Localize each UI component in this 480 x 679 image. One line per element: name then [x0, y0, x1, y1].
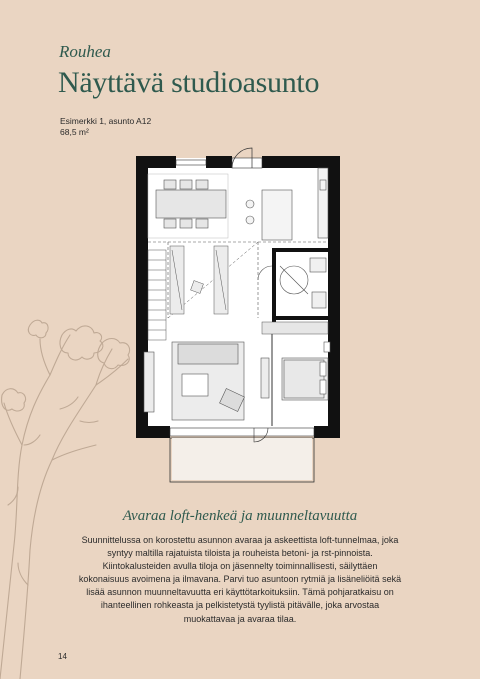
page-title: Näyttävä studioasunto — [58, 66, 320, 99]
section-paragraph: Suunnittelussa on korostettu asunnon avaraa ja askeettista loft-tunnelmaa, joka syntyy maltilla rajatuista tiloista ja rouheista betoni- ja rst-pinnoista. Kiintokalusteiden avulla tiloja on jäsennelty toiminnallisesti, säilyttäen kokonaisuus avoimena ja ilmavana. Parvi tuo asuntoon rytmiä ja lisäneliöitä sekä lisää asunnon muunneltavuutta eri käyttötarkoituksiin. Tämä pohjaratkaisu on ihanteellinen rohkeasta ja pelkistetystä tyylistä pitävälle, joka arvostaa muokattavaa ja avaraa tilaa. — [78, 535, 402, 624]
section-kicker: Rouhea — [59, 42, 111, 61]
apartment-example: Esimerkki 1, asunto A12 — [60, 116, 152, 126]
apartment-area: 68,5 m² — [60, 127, 89, 137]
page-number: 14 — [58, 652, 67, 661]
section-subtitle: Avaraa loft-henkeä ja muunneltavuutta — [122, 508, 358, 524]
floor-plan-drawing — [128, 130, 348, 490]
